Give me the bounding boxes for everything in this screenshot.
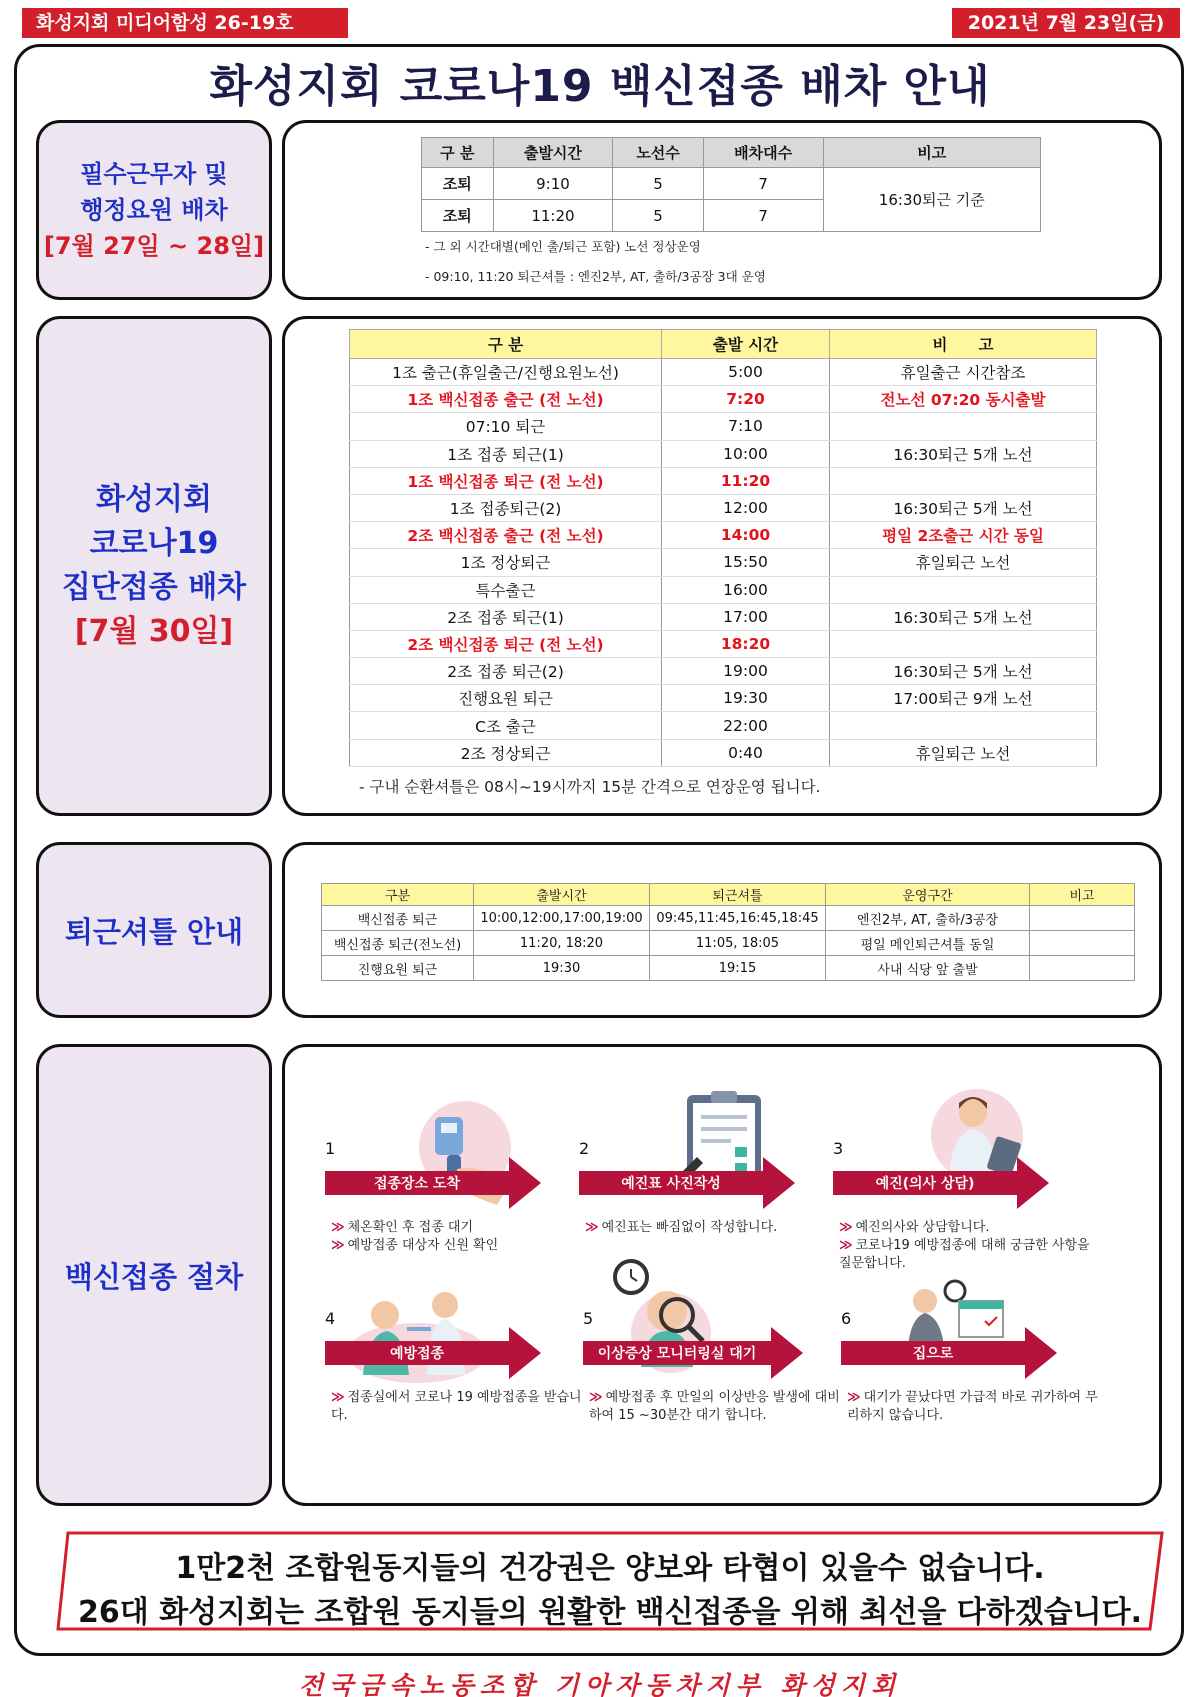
table-row (350, 576, 1097, 603)
table-cell: 1조 출근(휴일출근/진행요원노선) (350, 359, 662, 386)
table-row (350, 522, 1097, 549)
step-arrow (833, 1157, 1083, 1209)
section1-label-line2: 행정요원 배차 (80, 196, 228, 224)
table-cell (1030, 906, 1135, 931)
table-cell: 14:00 (662, 522, 830, 549)
section2-label-box (36, 316, 272, 816)
table-cell: 12:00 (662, 494, 830, 521)
table-row (350, 603, 1097, 630)
step-description (331, 1237, 591, 1255)
table-cell: 16:30퇴근 5개 노선 (830, 658, 1097, 685)
step-number: 2 (579, 1139, 590, 1158)
section2-content-box (282, 316, 1162, 816)
chevron-right-icon: ≫ (589, 1390, 603, 1405)
table-cell (830, 712, 1097, 739)
table-cell: 11:20 (493, 200, 613, 232)
chevron-right-icon: ≫ (839, 1238, 853, 1253)
table-header: 비 고 (830, 330, 1097, 359)
issue-number-tag: 화성지회 미디어함성 26-19호 (22, 8, 348, 38)
step-title: 예진(의사 상담) (875, 1176, 975, 1192)
table-cell (1030, 956, 1135, 981)
section1-content-box (282, 120, 1162, 300)
step-number: 5 (583, 1309, 594, 1328)
table-cell: 2조 정상퇴근 (350, 739, 662, 766)
table-cell: 평일 메인퇴근셔틀 동일 (826, 931, 1030, 956)
table-cell: C조 출근 (350, 712, 662, 739)
table-cell: 사내 식당 앞 출발 (826, 956, 1030, 981)
table-row (350, 630, 1097, 657)
table-row (350, 712, 1097, 739)
table-cell-remark: 16:30퇴근 기준 (823, 168, 1040, 232)
table-row (350, 739, 1097, 766)
table-cell: 백신접종 퇴근(전노선) (322, 931, 474, 956)
union-footer: 전국금속노동조합 기아자동차지부 화성지회 (298, 1671, 902, 1697)
table-cell: 19:30 (474, 956, 650, 981)
table-row (350, 494, 1097, 521)
step-arrow (325, 1157, 575, 1209)
table-cell: 7 (703, 168, 823, 200)
section2-label-line1: 화성지회 (96, 482, 212, 517)
table-header: 구분 (322, 884, 474, 906)
table-cell: 2조 접종 퇴근(2) (350, 658, 662, 685)
table-cell: 15:50 (662, 549, 830, 576)
chevron-right-icon: ≫ (839, 1220, 853, 1235)
page-title: 화성지회 코로나19 백신접종 배차 안내 (209, 61, 991, 112)
table-cell (1030, 931, 1135, 956)
step-description (839, 1219, 1099, 1237)
table-row (350, 359, 1097, 386)
step-title: 예진표 사진작성 (621, 1176, 721, 1192)
chevron-right-icon: ≫ (847, 1390, 861, 1405)
table-header: 구 분 (422, 138, 494, 168)
step-arrow (579, 1157, 829, 1209)
step-description-text: 체온확인 후 접종 대기 (347, 1220, 474, 1235)
table-cell: 백신접종 퇴근 (322, 906, 474, 931)
table-cell: 1조 정상퇴근 (350, 549, 662, 576)
step-title: 집으로 (912, 1346, 954, 1362)
section1-table (421, 137, 1041, 232)
section3-table (321, 883, 1135, 981)
table-cell: 16:30퇴근 5개 노선 (830, 440, 1097, 467)
table-row (350, 685, 1097, 712)
step-description-text: 예진의사와 상담합니다. (855, 1220, 990, 1235)
step-description-text: 예방접종 대상자 신원 확인 (347, 1238, 499, 1253)
section1-note: - 09:10, 11:20 퇴근셔틀 : 엔진2부, AT, 출하/3공장 3대 운영 (425, 269, 766, 284)
table-cell: 엔진2부, AT, 출하/3공장 (826, 906, 1030, 931)
closing-banner (56, 1531, 1164, 1631)
table-row (322, 956, 1135, 981)
table-header: 노선수 (613, 138, 703, 168)
table-cell: 09:45,11:45,16:45,18:45 (650, 906, 826, 931)
table-cell: 07:10 퇴근 (350, 413, 662, 440)
section1-label-line1: 필수근무자 및 (80, 160, 228, 188)
section2-label-line2: 코로나19 (89, 526, 219, 561)
table-cell: 19:15 (650, 956, 826, 981)
table-cell: 진행요원 퇴근 (322, 956, 474, 981)
step-arrow (841, 1327, 1091, 1379)
step-description (585, 1219, 845, 1237)
banner-line2: 26대 화성지회는 조합원 동지들의 원활한 백신접종을 위해 최선을 다하겠습니다. (77, 1595, 1143, 1630)
section3-label: 퇴근셔틀 안내 (64, 914, 244, 949)
table-cell: 1조 백신접종 출근 (전 노선) (350, 386, 662, 413)
table-cell: 진행요원 퇴근 (350, 685, 662, 712)
table-cell: 휴일퇴근 노선 (830, 739, 1097, 766)
table-cell: 1조 접종퇴근(2) (350, 494, 662, 521)
table-header: 출발 시간 (662, 330, 830, 359)
table-cell (830, 630, 1097, 657)
table-cell: 11:20, 18:20 (474, 931, 650, 956)
table-row (350, 440, 1097, 467)
table-cell: 9:10 (493, 168, 613, 200)
section2-label-line3: 집단접종 배차 (61, 570, 247, 605)
table-row (350, 413, 1097, 440)
table-cell: 11:05, 18:05 (650, 931, 826, 956)
table-cell: 조퇴 (422, 168, 494, 200)
section2-table (349, 329, 1097, 767)
table-cell: 5:00 (662, 359, 830, 386)
table-row (322, 906, 1135, 931)
section3-content-box (282, 842, 1162, 1018)
step-number: 1 (325, 1139, 336, 1158)
step-description (839, 1237, 1099, 1273)
section4-label-box (36, 1044, 272, 1506)
table-cell: 10:00 (662, 440, 830, 467)
step-arrow (583, 1327, 833, 1379)
table-cell: 17:00 (662, 603, 830, 630)
table-row (350, 467, 1097, 494)
section1-label-box (36, 120, 272, 300)
chevron-right-icon: ≫ (331, 1390, 345, 1405)
table-row (350, 549, 1097, 576)
table-cell: 전노선 07:20 동시출발 (830, 386, 1097, 413)
table-cell: 7 (703, 200, 823, 232)
step-arrow (325, 1327, 575, 1379)
table-cell: 16:00 (662, 576, 830, 603)
step-description (589, 1389, 849, 1425)
table-cell: 16:30퇴근 5개 노선 (830, 494, 1097, 521)
table-cell (830, 413, 1097, 440)
chevron-right-icon: ≫ (585, 1220, 599, 1235)
section2-note: - 구내 순환셔틀은 08시~19시까지 15분 간격으로 연장운영 됩니다. (359, 778, 821, 796)
step-description-text: 대기가 끝났다면 가급적 바로 귀가하여 무리하지 않습니다. (847, 1390, 1098, 1423)
table-header: 비고 (823, 138, 1040, 168)
table-cell: 1조 백신접종 퇴근 (전 노선) (350, 467, 662, 494)
table-cell: 11:20 (662, 467, 830, 494)
table-cell: 7:10 (662, 413, 830, 440)
section3-label-box (36, 842, 272, 1018)
table-header: 출발시간 (474, 884, 650, 906)
table-header: 출발시간 (493, 138, 613, 168)
step-number: 6 (841, 1309, 852, 1328)
table-cell: 7:20 (662, 386, 830, 413)
table-cell (830, 467, 1097, 494)
table-cell: 16:30퇴근 5개 노선 (830, 603, 1097, 630)
table-header: 퇴근셔틀 (650, 884, 826, 906)
table-cell: 휴일퇴근 노선 (830, 549, 1097, 576)
table-cell: 2조 접종 퇴근(1) (350, 603, 662, 630)
table-header: 비고 (1030, 884, 1135, 906)
step-number: 3 (833, 1139, 844, 1158)
step-number: 4 (325, 1309, 336, 1328)
table-cell: 22:00 (662, 712, 830, 739)
step-title: 이상증상 모니터링실 대기 (597, 1346, 757, 1362)
table-cell: 평일 2조출근 시간 동일 (830, 522, 1097, 549)
step-description-text: 접종실에서 코로나 19 예방접종을 받습니다. (331, 1390, 582, 1423)
table-cell: 10:00,12:00,17:00,19:00 (474, 906, 650, 931)
banner-line1: 1만2천 조합원동지들의 건강권은 양보와 타협이 있을수 없습니다. (175, 1551, 1045, 1586)
table-row (350, 658, 1097, 685)
table-cell: 5 (613, 200, 703, 232)
step-description (331, 1219, 591, 1237)
table-cell: 17:00퇴근 9개 노선 (830, 685, 1097, 712)
date-tag: 2021년 7월 23일(금) (952, 8, 1180, 38)
step-description (847, 1389, 1107, 1425)
section4-label: 백신접종 절차 (64, 1259, 244, 1294)
section4-content-box (282, 1044, 1162, 1506)
table-cell: 2조 백신접종 출근 (전 노선) (350, 522, 662, 549)
step-description-text: 코로나19 예방접종에 대해 궁금한 사항을 질문합니다. (839, 1238, 1090, 1271)
table-cell: 조퇴 (422, 200, 494, 232)
table-cell: 0:40 (662, 739, 830, 766)
table-header: 배차대수 (703, 138, 823, 168)
section1-label-date: [7월 27일 ~ 28일] (43, 232, 265, 260)
table-header: 운영구간 (826, 884, 1030, 906)
chevron-right-icon: ≫ (331, 1220, 345, 1235)
table-row (322, 931, 1135, 956)
table-row (422, 168, 1041, 200)
step-title: 예방접종 (389, 1346, 445, 1362)
step-description-text: 예진표는 빠짐없이 작성합니다. (601, 1220, 778, 1235)
table-cell: 2조 백신접종 퇴근 (전 노선) (350, 630, 662, 657)
table-cell: 휴일출근 시간참조 (830, 359, 1097, 386)
table-cell: 1조 접종 퇴근(1) (350, 440, 662, 467)
section1-note: - 그 외 시간대별(메인 출/퇴근 포함) 노선 정상운영 (425, 239, 701, 254)
step-description-text: 예방접종 후 만일의 이상반응 발생에 대비하여 15 ~30분간 대기 합니다. (589, 1390, 840, 1423)
table-cell: 18:20 (662, 630, 830, 657)
section2-label-date: [7월 30일] (74, 614, 234, 649)
table-row (350, 386, 1097, 413)
table-cell: 19:00 (662, 658, 830, 685)
step-title: 접종장소 도착 (373, 1176, 461, 1192)
table-cell (830, 576, 1097, 603)
table-header: 구 분 (350, 330, 662, 359)
table-cell: 5 (613, 168, 703, 200)
chevron-right-icon: ≫ (331, 1238, 345, 1253)
step-description (331, 1389, 591, 1425)
table-cell: 특수출근 (350, 576, 662, 603)
table-cell: 19:30 (662, 685, 830, 712)
